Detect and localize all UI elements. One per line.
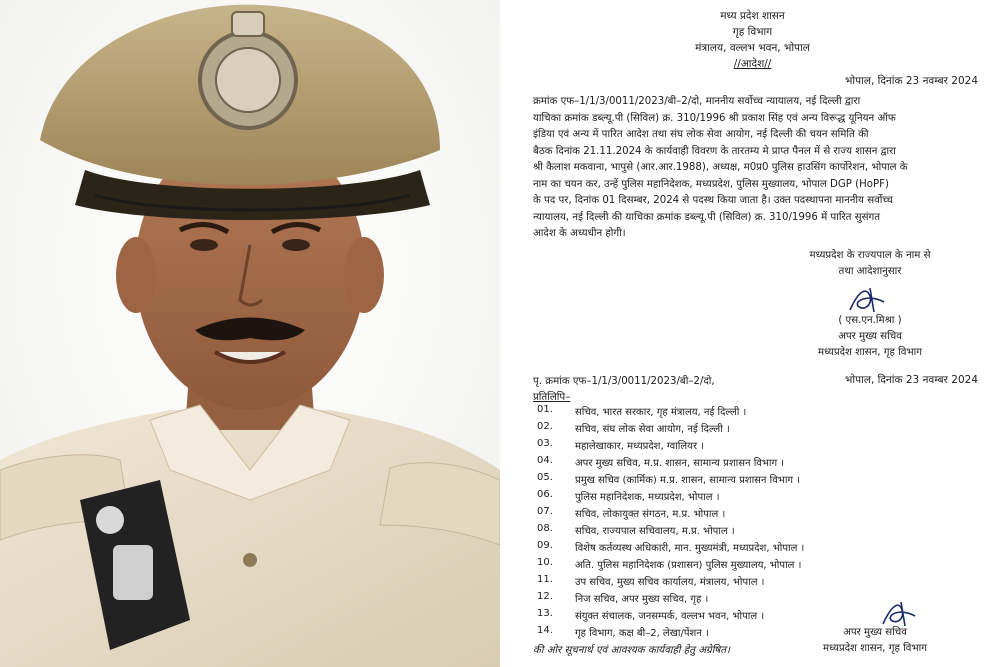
footer-signatory-department: मध्यप्रदेश शासन, गृह विभाग <box>822 643 927 654</box>
signatory-title: अपर मुख्य सचिव <box>838 331 902 342</box>
forwarding-note: की ओर सूचनार्थ एवं आवश्यक कार्यवाही हेतु अग्रेषित। <box>533 645 730 656</box>
order-line: याचिका क्रमांक डब्ल्यू.पी (सिविल) क्र. 310/1996 श्री प्रकाश सिंह एवं अन्य विरूद्ध यूनियन ऑफ <box>533 112 896 124</box>
order-line: बैठक दिनांक 21.11.2024 के कार्यवाही विवरण के तारतम्य मे प्राप्त पैनल में से राज्य शासन द्वारा <box>533 145 896 157</box>
order-line: श्री कैलाश मकवाना, भापुसे (आर.आर.1988), अध्यक्ष, म0प्र0 पुलिस हाउसिंग कार्पोरेशन, भोपाल के <box>533 162 908 173</box>
governor-authority-line2: तथा आदेशानुसार <box>838 266 902 277</box>
government-order-document: मध्य प्रदेश शासन गृह विभाग मंत्रालय, वल्लभ भवन, भोपाल //आदेश// भोपाल, दिनांक 23 नवम्बर 2024 क्रमांक एफ–1/1/3/0011/2023/बी–2/दो, माननीय सर्वोच्च न्यायालय, नई दिल्ली द्वारा याचिका क्रमांक डब्ल्यू.पी (सिविल) क्र. 310/1996 श्री प्रकाश सिंह एवं अन्य विरूद्ध यूनियन ऑफ इंडिया एवं अन्य में पारित आदेश तथा संघ लोक सेवा आयोग, नई दिल्ली की चयन समिति की बैठक दिनांक 21.11.2024 के कार्यवाही विवरण के तारतम्य मे प्राप्त पैनल में से राज्य शासन द्वारा श्री कैलाश मकवाना, भापुसे (आर.आर.1988), अध्यक्ष, म0प्र0 पुलिस हाउसिंग कार्पोरेशन, भोपाल के नाम का चयन कर, उन्हें पुलिस महानिदेशक, मध्यप्रदेश, पुलिस मुख्यालय, भोपाल DGP (HoPF) के पद पर, दिनांक 01 दिसम्बर, 2024 से पदस्थ किया जाता है। उक्त पदस्थापना माननीय सर्वोच्च न्यायालय, नई दिल्ली की याचिका क्रमांक डब्ल्यू.पी (सिविल) क्र. 310/1996 में पारित सुसंगत आदेश के अध्यधीन होगी। मध्यप्रदेश के राज्यपाल के नाम से तथा आदेशानुसार ( एस.एन.मिश्रा ) अपर मुख्य सचिव मध्यप्रदेश शासन, गृह विभाग पृ. क्रमांक एफ–1/1/3/0011/2023/बी–2/दो, भोपाल, दिनांक 23 नवम्बर 2024 प्रतिलिपि– 01. सचिव, भारत सरकार, गृह मंत्रालय, नई दिल्ली । 02. सचिव, संघ लोक सेवा आयोग, नई दिल्ली । 03. महालेखाकार, मध्यप्रदेश, ग्वालियर । 04. अपर मुख्य सचिव, म.प्र. शासन, सामान्य प्रशासन विभाग । 05. प्रमुख सचिव (कार्मिक) म.प्र. शासन, सामान्य प्रशासन विभाग । 06. पुलिस महानिदेशक, मध्यप्रदेश, भोपाल । 07. सचिव, लोकायुक्त संगठन, म.प्र. भोपाल । 08. सचिव, राज्यपाल सचिवालय, म.प्र. भोपाल । 09. विशेष कर्तव्यस्थ अधिकारी, मान. मुख्यमंत्री, मध्यप्रदेश, भोपाल । 10. अति. पुलिस महानिदेशक (प्रशासन) पुलिस मुख्यालय, भोपाल । 11. उप सचिव, मुख्य सचिव कार्यालय, मंत्रालय, भोपाल । 12. निज सचिव, अपर मुख्य सचिव, गृह । 13. संयुक्त संचालक, जनसम्पर्क, वल्लभ भवन, भोपाल । 14. गृह विभाग, कक्ष बी–2, लेखा/पेंशन । की ओर सूचनार्थ एवं आवश्यक कार्यवाही हेतु अग्रेषित। अपर मुख्य सचिव मध्यप्रदेश शासन, गृह विभाग <box>505 0 1000 667</box>
copy-date: भोपाल, दिनांक 23 नवम्बर 2024 <box>845 374 978 386</box>
order-date: भोपाल, दिनांक 23 नवम्बर 2024 <box>845 75 978 87</box>
header-address: मंत्रालय, वल्लभ भवन, भोपाल <box>695 42 810 54</box>
order-line: क्रमांक एफ–1/1/3/0011/2023/बी–2/दो, माननीय सर्वोच्च न्यायालय, नई दिल्ली द्वारा <box>533 96 861 107</box>
order-line: के पद पर, दिनांक 01 दिसम्बर, 2024 से पदस्थ किया जाता है। उक्त पदस्थापना माननीय सर्वोच्च <box>533 195 893 206</box>
signatory-name: ( एस.एन.मिश्रा ) <box>838 315 902 326</box>
order-line: इंडिया एवं अन्य में पारित आदेश तथा संघ लोक सेवा आयोग, नई दिल्ली की चयन समिति की <box>533 129 869 140</box>
footer-signatory-title: अपर मुख्य सचिव <box>843 627 907 638</box>
header-state-govt: मध्य प्रदेश शासन <box>720 10 785 22</box>
signatory-department: मध्यप्रदेश शासन, गृह विभाग <box>817 347 922 358</box>
handwritten-signature-top <box>840 282 900 316</box>
header-order-title: //आदेश// <box>733 58 772 70</box>
footer-signatory-block <box>775 625 975 657</box>
governor-authority-block <box>760 248 980 280</box>
order-body-paragraph <box>533 94 981 243</box>
header-department: गृह विभाग <box>732 26 773 38</box>
signatory-block <box>760 313 980 361</box>
order-line: नाम का चयन कर, उन्हें पुलिस महानिदेशक, मध्यप्रदेश, पुलिस मुख्यालय, भोपाल DGP (HoPF) <box>533 178 889 190</box>
order-line: आदेश के अध्यधीन होगी। <box>533 228 626 239</box>
copy-reference-number: पृ. क्रमांक एफ–1/1/3/0011/2023/बी–2/दो, <box>533 376 715 387</box>
order-line: न्यायालय, नई दिल्ली की याचिका क्रमांक डब्ल्यू.पी (सिविल) क्र. 310/1996 में पारित सुसंगत <box>533 211 881 223</box>
governor-authority-line1: मध्यप्रदेश के राज्यपाल के नाम से <box>809 250 931 261</box>
copy-label: प्रतिलिपि– <box>533 392 571 403</box>
